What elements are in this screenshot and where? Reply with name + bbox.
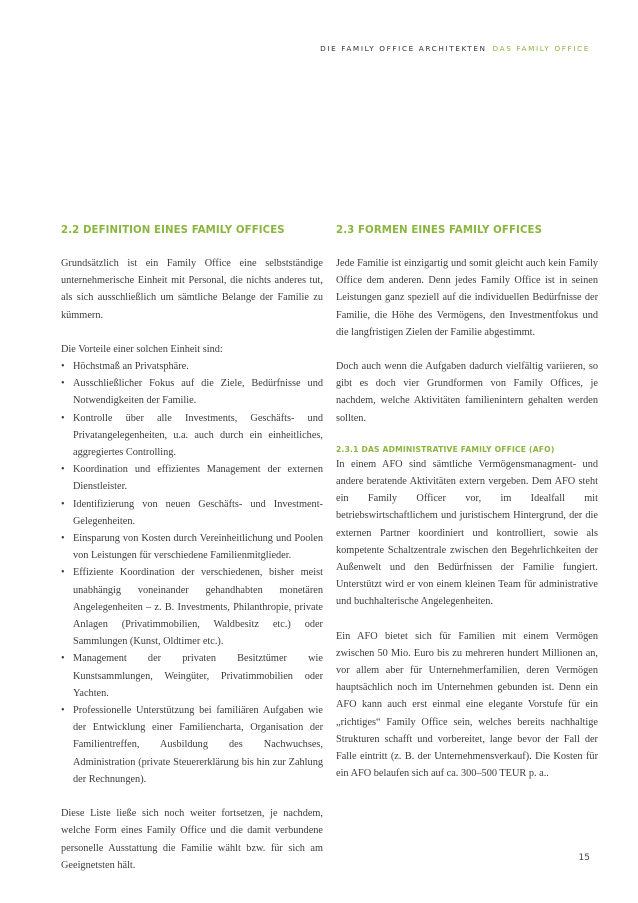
right-column: [336, 224, 598, 782]
list-item: • Kontrolle über alle Investments, Geschäfts- und Privatangelegenheiten, u.a. auch durch ein einheitliches, aggregiertes Controlling.: [61, 410, 323, 462]
header-publisher: DIE FAMILY OFFICE ARCHITEKTEN: [320, 44, 487, 53]
definition-closing: Diese Liste ließe sich noch weiter fortsetzen, je nachdem, welche Form eines Family Office und die damit verbundene personelle Ausstattung die Familie wählt bzw. für sich am Geeignetsten hält.: [61, 808, 323, 871]
running-header: [320, 44, 590, 53]
list-item: • Professionelle Unterstützung bei familiären Aufgaben wie der Entwicklung einer Familiencharta, Organisation der Familientreffen, Ausbildung des Nachwuchses, Administration (private Steuererklärung bis hin zur Zahlung der Rechnungen).: [61, 702, 323, 788]
forms-paragraph-2: Doch auch wenn die Aufgaben dadurch vielfältig variieren, so gibt es doch vier Grundformen von Family Offices, je nachdem, welche Aktivitäten familienintern gehalten werden sollten.: [336, 361, 598, 424]
list-item: • Effiziente Koordination der verschiedenen, bisher meist unabhängig voneinander gehandhabten monetären Angelegenheiten – z. B. Investments, Philanthropie, private Anlagen (Privatimmobilien, Waldbesitz etc.) oder Sammlungen (Kunst, Oldtimer etc.).: [61, 564, 323, 650]
section-heading-forms: 2.3 FORMEN EINES FAMILY OFFICES: [336, 225, 543, 236]
list-item: • Einsparung von Kosten durch Vereinheitlichung und Poolen von Leistungen für verschiedene Familienmitglieder.: [61, 530, 323, 564]
afo-paragraph-2: Ein AFO bietet sich für Familien mit einem Vermögen zwischen 50 Mio. Euro bis zu mehreren hundert Millionen an, vor allem aber für Unternehmerfamilien, deren Vermögen hauptsächlich noch im Unternehmen gebunden ist. Denn ein AFO kann auch erst einmal eine elegante Vorstufe für ein „richtiges“ Family Office sein, welches bereits nachhaltige Strukturen schafft und vorbereitet, lange bevor der Fall der Falle eintritt (z. B. der Unternehmensverkauf). Die Kosten für ein AFO belaufen sich auf ca. 300–500 TEUR p. a..: [336, 630, 598, 780]
list-item: • Management der privaten Besitztümer wie Kunstsammlungen, Weingüter, Privatimmobilien oder Yachten.: [61, 650, 323, 702]
list-item: • Identifizierung von neuen Geschäfts- und Investment-Gelegenheiten.: [61, 496, 323, 530]
list-item: • Höchstmaß an Privatsphäre.: [61, 358, 323, 375]
subsection-heading-afo: 2.3.1 DAS ADMINISTRATIVE FAMILY OFFICE (AFO): [336, 444, 555, 454]
advantages-list: [61, 358, 323, 788]
left-column: [61, 224, 323, 874]
section-heading-definition: 2.2 DEFINITION EINES FAMILY OFFICES: [61, 225, 285, 236]
advantages-intro: Die Vorteile einer solchen Einheit sind:: [61, 343, 223, 355]
page-number: 15: [578, 853, 590, 863]
list-item: • Ausschließlicher Fokus auf die Ziele, Bedürfnisse und Notwendigkeiten der Familie.: [61, 375, 323, 409]
afo-paragraph-1: In einem AFO sind sämtliche Vermögensmanagment- und andere beratende Aktivitäten extern vergeben. Dem AFO steht ein Family Officer vor, im Idealfall mit betriebswirtschaftlichem und juristischem Hintergrund, der die externen Partner koordiniert und kontrolliert, sowie als kompetente Schaltzentrale zwischen den Begehrlichkeiten der Außenwelt und den Bedürfnissen der Familie fungiert. Unterstützt wird er von einem kleinen Team für administrative und buchhalterische Angelegenheiten.: [336, 458, 598, 608]
list-item: • Koordination und effizientes Management der externen Dienstleister.: [61, 461, 323, 495]
header-section: DAS FAMILY OFFICE: [492, 44, 590, 53]
definition-intro: Grundsätzlich ist ein Family Office eine selbstständige unternehmerische Einheit mit Personal, die nichts anderes tut, als sich ausschließlich um sämtliche Belange der Familie zu kümmern.: [61, 258, 323, 321]
forms-paragraph-1: Jede Familie ist einzigartig und somit gleicht auch kein Family Office dem anderen. Denn jedes Family Office ist in seinen Leistungen ganz speziell auf die individuellen Bedürfnisse der Familie, die Höhe des Vermögens, den Investmentfokus und die langfristigen Zielen der Familie abgestimmt.: [336, 258, 598, 338]
